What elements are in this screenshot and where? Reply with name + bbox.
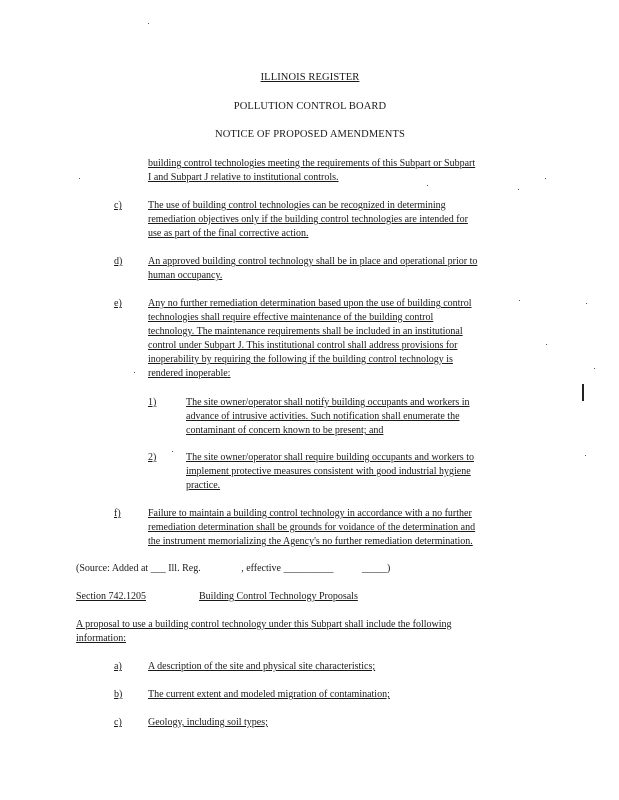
board-title: POLLUTION CONTROL BOARD bbox=[233, 101, 387, 112]
sub-2-line: practice. bbox=[186, 480, 221, 491]
source-close: ) bbox=[387, 563, 391, 574]
item-e-line: technologies shall require effective maintenance of the building control bbox=[148, 312, 434, 323]
item-c-label: c) bbox=[114, 200, 122, 211]
item-d-line: An approved building control technology shall be in place and operational prior to bbox=[148, 256, 478, 267]
scan-speck bbox=[427, 185, 428, 186]
item-c-line: The use of building control technologies can be recognized in determining bbox=[148, 200, 446, 211]
item-f-line: the instrument memorializing the Agency's no further remediation determination. bbox=[148, 536, 473, 547]
scan-speck bbox=[586, 303, 587, 304]
scan-speck bbox=[585, 455, 586, 456]
source-register: Ill. Reg. bbox=[168, 563, 201, 574]
sub-2-label: 2) bbox=[148, 452, 157, 463]
item-e-line: Any no further remediation determination based upon the use of building control bbox=[148, 298, 472, 309]
item-e-line: technology. The maintenance requirements shall be included in an institutional bbox=[148, 326, 463, 337]
sub-1-line: The site owner/operator shall notify building occupants and workers in bbox=[186, 397, 470, 408]
scan-speck bbox=[519, 300, 520, 301]
item-e-line: rendered inoperable: bbox=[148, 368, 231, 379]
source-prefix: (Source: Added at bbox=[76, 563, 149, 574]
scan-speck bbox=[546, 344, 547, 345]
list-label: a) bbox=[114, 661, 122, 672]
scan-speck bbox=[134, 372, 135, 373]
sub-2-line: The site owner/operator shall require building occupants and workers to bbox=[186, 452, 474, 463]
list-label: b) bbox=[114, 689, 123, 700]
sub-1-line: contaminant of concern known to be present; and bbox=[186, 425, 384, 436]
scan-speck bbox=[79, 178, 80, 179]
scan-speck bbox=[518, 189, 519, 190]
item-f-line: Failure to maintain a building control technology in accordance with a no further bbox=[148, 508, 472, 519]
item-e-line: control under Subpart J. This institutional control shall address provisions for bbox=[148, 340, 458, 351]
sub-2-line: implement protective measures consistent with good industrial hygiene bbox=[186, 466, 471, 477]
notice-title: NOTICE OF PROPOSED AMENDMENTS bbox=[215, 129, 405, 140]
scan-speck bbox=[545, 178, 546, 179]
item-d-line: human occupancy. bbox=[148, 270, 223, 281]
register-title: ILLINOIS REGISTER bbox=[260, 72, 360, 83]
section-title: Building Control Technology Proposals bbox=[199, 591, 358, 602]
sub-1-label: 1) bbox=[148, 397, 157, 408]
sub-1-line: advance of intrusive activities. Such notification shall enumerate the bbox=[186, 411, 460, 422]
list-label: c) bbox=[114, 717, 122, 728]
source-blank: __________ bbox=[283, 563, 334, 574]
scan-speck bbox=[172, 451, 173, 452]
item-d-label: d) bbox=[114, 256, 123, 267]
section-number: Section 742.1205 bbox=[76, 591, 146, 602]
scan-speck bbox=[148, 23, 149, 24]
list-item: The current extent and modeled migration of contamination; bbox=[148, 689, 390, 700]
item-f-label: f) bbox=[114, 508, 121, 519]
proposal-line: information: bbox=[76, 633, 126, 644]
item-c-line: remediation objectives only if the building control technologies are intended for bbox=[148, 214, 468, 225]
item-e-label: e) bbox=[114, 298, 122, 309]
source-effective: , effective bbox=[241, 563, 281, 574]
list-item: A description of the site and physical site characteristics; bbox=[148, 661, 376, 672]
list-item: Geology, including soil types; bbox=[148, 717, 268, 728]
intro-line: building control technologies meeting the requirements of this Subpart or Subpart bbox=[148, 158, 476, 169]
scan-mark bbox=[582, 384, 584, 401]
intro-line: I and Subpart J relative to institutional controls. bbox=[148, 172, 339, 183]
proposal-line: A proposal to use a building control technology under this Subpart shall include the following bbox=[76, 619, 452, 630]
item-c-line: use as part of the final corrective action. bbox=[148, 228, 309, 239]
scan-speck bbox=[594, 368, 595, 369]
source-blank: ___ bbox=[150, 563, 166, 574]
item-e-line: inoperability by requiring the following if the building control technology is bbox=[148, 354, 453, 365]
source-blank: _____ bbox=[362, 563, 387, 574]
source-line bbox=[76, 562, 390, 575]
item-f-line: remediation determination shall be grounds for voidance of the determination and bbox=[148, 522, 476, 533]
